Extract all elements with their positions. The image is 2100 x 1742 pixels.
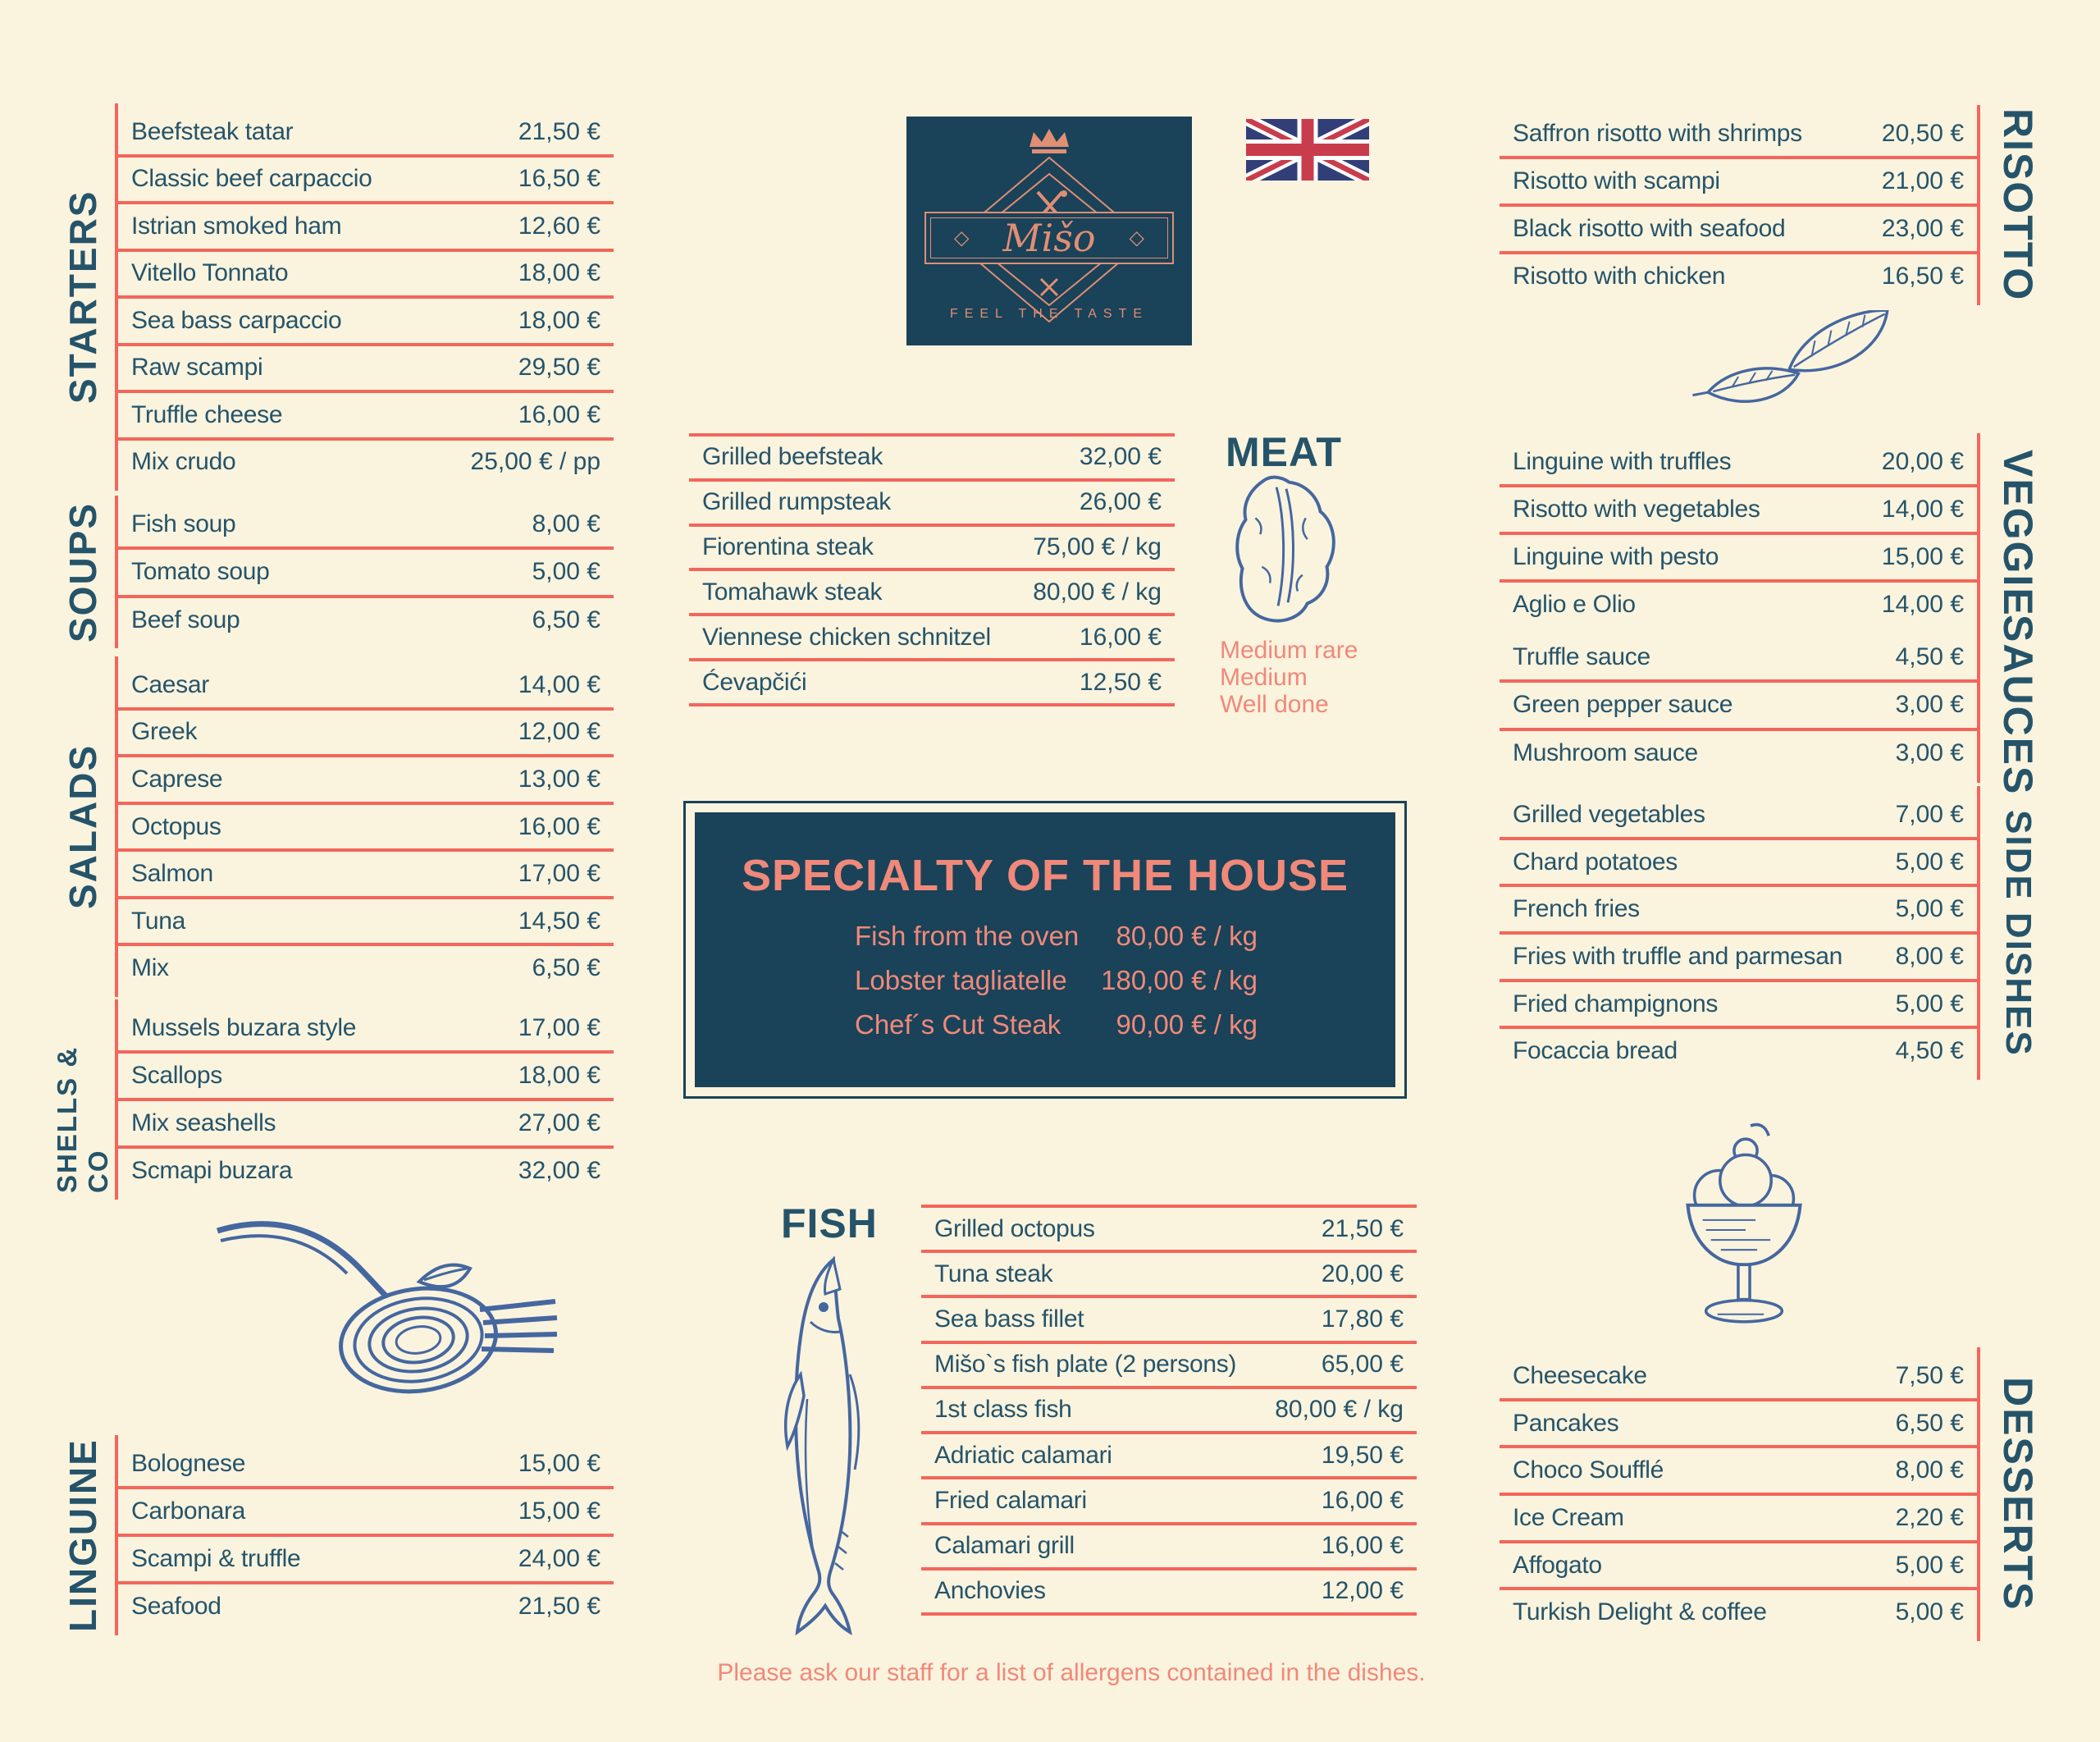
dish-price: 6,50 €: [532, 606, 600, 633]
dish-price: 5,00 €: [1895, 1551, 1964, 1579]
dish-name: Ice Cream: [1513, 1503, 1624, 1531]
dish-price: 8,00 €: [1895, 942, 1964, 970]
dish-price: 3,00 €: [1895, 738, 1964, 766]
dish-price: 5,00 €: [1895, 895, 1964, 923]
meat-section: [689, 433, 1175, 706]
dish-name: Greek: [131, 718, 198, 746]
menu-row: [921, 1208, 1417, 1250]
dish-name: Aglio e Olio: [1513, 591, 1636, 618]
menu-row: [118, 154, 614, 202]
dish-name: Carbonara: [131, 1497, 246, 1525]
dish-name: Fries with truffle and parmesan: [1513, 942, 1842, 970]
dish-price: 65,00 €: [1321, 1351, 1404, 1379]
dish-price: 17,80 €: [1321, 1305, 1404, 1333]
menu-row: [118, 943, 614, 990]
menu-row: [695, 960, 1395, 1001]
dish-price: 14,50 €: [518, 907, 600, 935]
dish-name: Istrian smoked ham: [131, 212, 342, 240]
menu-row: [118, 1145, 614, 1193]
menu-row: [1500, 635, 1977, 679]
menu-row: [118, 1581, 614, 1629]
dish-name: French fries: [1513, 895, 1640, 923]
dish-price: 13,00 €: [518, 765, 600, 793]
menu-row: [1500, 793, 1977, 837]
dish-price: 14,00 €: [1881, 496, 1964, 523]
menu-row: [118, 201, 614, 249]
specialty-title: SPECIALTY OF THE HOUSE: [741, 851, 1349, 900]
dish-name: Truffle sauce: [1513, 643, 1650, 671]
menu-row: [921, 1431, 1417, 1476]
menu-row: [1500, 484, 1977, 532]
menu-row: [689, 478, 1175, 524]
dish-price: 19,50 €: [1321, 1441, 1404, 1469]
desserts-rail: [1977, 1347, 1980, 1641]
dish-name: Salmon: [131, 860, 213, 888]
soups-section: [118, 502, 614, 642]
menu-row: [118, 1098, 614, 1145]
dish-price: 16,50 €: [518, 165, 600, 193]
menu-row: [1500, 979, 1977, 1026]
menu-row: [695, 916, 1395, 957]
dish-name: Chard potatoes: [1513, 848, 1678, 876]
dish-name: Black risotto with seafood: [1513, 215, 1786, 242]
menu-row: [1500, 884, 1977, 931]
menu-row: [118, 295, 614, 343]
dish-name: Bolognese: [131, 1450, 246, 1477]
dish-name: Mišo`s fish plate (2 persons): [934, 1351, 1237, 1379]
dish-name: Scallops: [131, 1062, 222, 1089]
dish-price: 32,00 €: [1079, 443, 1162, 471]
menu-row: [118, 848, 614, 896]
dish-name: Focaccia bread: [1513, 1037, 1678, 1065]
dish-name: Linguine with pesto: [1513, 543, 1719, 570]
specialty-box: [683, 801, 1407, 1099]
dish-price: 80,00 € / kg: [1033, 578, 1162, 606]
logo-banner: [924, 212, 1174, 264]
menu-row: [1500, 1587, 1977, 1635]
restaurant-logo: [906, 117, 1192, 345]
dish-name: Sea bass fillet: [934, 1305, 1084, 1333]
dish-name: Tomahawk steak: [702, 578, 883, 606]
dish-price: 180,00 € / kg: [1101, 965, 1258, 995]
dish-name: Mix: [131, 954, 169, 982]
dish-name: Raw scampi: [131, 354, 263, 382]
dish-name: Caprese: [131, 765, 223, 793]
dish-price: 16,50 €: [1881, 263, 1964, 290]
menu-row: [118, 546, 614, 594]
dish-name: Saffron risotto with shrimps: [1513, 120, 1802, 147]
dish-price: 80,00 € / kg: [1275, 1396, 1404, 1424]
dish-name: Risotto with chicken: [1513, 263, 1726, 290]
logo-name: Mišo: [1002, 216, 1096, 260]
veggie-label: VEGGIE: [1995, 450, 2041, 617]
dish-name: Mussels buzara style: [131, 1014, 357, 1041]
dish-name: Fried calamari: [934, 1486, 1087, 1514]
menu-row: [1500, 679, 1977, 727]
menu-row: [1500, 931, 1977, 979]
salads-section: [118, 663, 614, 990]
menu-row: [118, 1486, 614, 1534]
dish-price: 21,50 €: [518, 1593, 600, 1620]
crown-icon: [1025, 126, 1074, 156]
menu-row: [689, 524, 1175, 569]
dish-name: Seafood: [131, 1593, 221, 1620]
salads-label: SALADS: [62, 743, 104, 910]
dish-price: 5,00 €: [1895, 990, 1964, 1017]
menu-row: [689, 613, 1175, 658]
menu-row: [921, 1567, 1417, 1612]
dish-price: 18,00 €: [518, 1062, 600, 1089]
dish-price: 16,00 €: [1321, 1486, 1404, 1514]
dish-name: Green pepper sauce: [1513, 691, 1733, 719]
dish-name: Pancakes: [1513, 1409, 1619, 1437]
uk-flag-icon: [1246, 119, 1369, 183]
dish-name: Fried champignons: [1513, 990, 1719, 1017]
dish-price: 15,00 €: [518, 1497, 600, 1525]
menu-row: [1500, 837, 1977, 885]
linguine-section: [118, 1442, 614, 1629]
dish-price: 75,00 € / kg: [1033, 533, 1162, 561]
menu-row: [921, 1295, 1417, 1340]
dish-price: 7,00 €: [1895, 800, 1964, 828]
dish-price: 21,00 €: [1881, 167, 1964, 194]
fish-icon: [761, 1251, 892, 1645]
specialty-items: [695, 916, 1395, 1045]
menu-row: [921, 1522, 1417, 1567]
logo-tagline: FEEL THE TASTE: [949, 307, 1149, 321]
side-dishes-rail: [1977, 786, 1980, 1080]
dish-name: Risotto with scampi: [1513, 167, 1720, 194]
dish-name: Turkish Delight & coffee: [1513, 1598, 1767, 1626]
dish-price: 25,00 € / pp: [470, 448, 600, 476]
dish-name: Ćevapčići: [702, 668, 807, 696]
dish-price: 14,00 €: [1881, 591, 1964, 618]
dish-price: 18,00 €: [518, 306, 600, 334]
menu-row: [1500, 1493, 1977, 1540]
menu-row: [689, 658, 1175, 703]
menu-row: [118, 502, 614, 546]
side-dishes-label: SIDE DISHES: [1998, 809, 2038, 1057]
dish-price: 80,00 € / kg: [1116, 921, 1258, 951]
dish-price: 5,00 €: [532, 558, 600, 586]
dish-price: 12,00 €: [518, 718, 600, 746]
dish-price: 21,50 €: [518, 117, 600, 145]
menu-row: [118, 595, 614, 642]
dish-price: 12,50 €: [1079, 668, 1162, 696]
sauces-section: [1500, 635, 1977, 775]
shells-label: SHELLS & CO: [52, 1045, 113, 1193]
dish-name: Mix seashells: [131, 1109, 276, 1136]
risotto-section: [1500, 112, 1977, 299]
dish-name: Calamari grill: [934, 1532, 1075, 1560]
menu-row: [921, 1341, 1417, 1386]
dish-price: 6,50 €: [532, 954, 600, 982]
dish-price: 17,00 €: [518, 1014, 600, 1041]
dish-price: 4,50 €: [1895, 643, 1964, 671]
dish-price: 16,00 €: [1079, 623, 1162, 651]
dish-price: 6,50 €: [1895, 1409, 1964, 1437]
dish-name: Chef´s Cut Steak: [855, 1009, 1061, 1040]
risotto-rail: [1977, 105, 1980, 305]
menu-row: [1500, 1354, 1977, 1398]
dish-name: Linguine with truffles: [1513, 448, 1732, 475]
dish-price: 17,00 €: [518, 860, 600, 888]
menu-row: [921, 1250, 1417, 1295]
linguine-label: LINGUINE: [62, 1438, 104, 1632]
menu-row: [1500, 1026, 1977, 1073]
menu-row: [1500, 1398, 1977, 1446]
dish-name: Tomato soup: [131, 558, 270, 586]
menu-row: [118, 1050, 614, 1098]
dish-price: 5,00 €: [1895, 1598, 1964, 1626]
menu-row: [118, 1534, 614, 1581]
dish-price: 8,00 €: [1895, 1456, 1964, 1484]
fish-label: FISH: [781, 1200, 878, 1246]
dish-name: Cheesecake: [1513, 1361, 1647, 1389]
menu-row: [1500, 579, 1977, 627]
desserts-section: [1500, 1354, 1977, 1635]
dish-name: Anchovies: [934, 1577, 1046, 1605]
dish-name: Tuna steak: [934, 1260, 1053, 1287]
menu-row: [118, 343, 614, 391]
menu-row: [1500, 440, 1977, 484]
dish-name: Fish soup: [131, 510, 236, 538]
ice-cream-icon: [1675, 1118, 1813, 1341]
fish-section: [921, 1205, 1417, 1616]
menu-row: [1500, 532, 1977, 579]
dish-price: 90,00 € / kg: [1116, 1009, 1258, 1040]
fork-spaghetti-icon: [209, 1213, 562, 1426]
dish-name: Grilled octopus: [934, 1214, 1095, 1242]
menu-row: [118, 707, 614, 755]
menu-row: [118, 1442, 614, 1486]
leaves-icon: [1688, 310, 1911, 423]
dish-price: 23,00 €: [1881, 215, 1964, 242]
dish-price: 14,00 €: [518, 670, 600, 698]
allergen-note: Please ask our staff for a list of allergens contained in the dishes.: [717, 1659, 1426, 1686]
dish-price: 20,50 €: [1881, 120, 1964, 147]
dish-price: 5,00 €: [1895, 848, 1964, 876]
desserts-label: DESSERTS: [1995, 1377, 2041, 1612]
dish-name: Risotto with vegetables: [1513, 496, 1760, 523]
menu-row: [1500, 156, 1977, 203]
menu-row: [118, 249, 614, 296]
menu-row: [689, 568, 1175, 613]
dish-name: Adriatic calamari: [934, 1441, 1112, 1469]
dish-price: 21,50 €: [1321, 1214, 1404, 1242]
dish-name: Scmapi buzara: [131, 1157, 293, 1184]
doneness-option: Medium: [1220, 664, 1308, 691]
meat-label: MEAT: [1226, 429, 1342, 475]
dish-price: 3,00 €: [1895, 691, 1964, 719]
veggie-section: [1500, 440, 1977, 627]
menu-row: [1500, 203, 1977, 251]
dish-name: Grilled rumpsteak: [702, 488, 891, 516]
starters-section: [118, 110, 614, 484]
menu-row: [1500, 1445, 1977, 1493]
menu-row: [689, 437, 1175, 478]
dish-price: 12,60 €: [518, 212, 600, 240]
menu-row: [118, 663, 614, 707]
doneness-option: Well done: [1220, 691, 1329, 718]
dish-price: 12,00 €: [1321, 1577, 1404, 1605]
menu-row: [1500, 112, 1977, 156]
dish-name: Beef soup: [131, 606, 240, 633]
dish-price: 15,00 €: [518, 1450, 600, 1477]
dish-name: Vitello Tonnato: [131, 259, 289, 287]
menu-row: [1500, 728, 1977, 775]
dish-price: 2,20 €: [1895, 1503, 1964, 1531]
menu-row: [1500, 1540, 1977, 1588]
menu-row: [921, 1386, 1417, 1431]
dish-name: Scampi & truffle: [131, 1545, 301, 1572]
menu-row: [695, 1004, 1395, 1045]
menu-row: [118, 1006, 614, 1050]
dish-name: Classic beef carpaccio: [131, 165, 372, 193]
dish-price: 20,00 €: [1881, 448, 1964, 475]
menu-row: [118, 110, 614, 154]
dish-name: Tuna: [131, 907, 186, 935]
dish-price: 7,50 €: [1895, 1361, 1964, 1389]
side-dishes-section: [1500, 793, 1977, 1073]
soups-label: SOUPS: [62, 501, 104, 643]
sauces-label: SAUCES: [1995, 615, 2041, 796]
dish-price: 32,00 €: [518, 1157, 600, 1184]
dish-name: Mushroom sauce: [1513, 738, 1698, 766]
dish-name: Beefsteak tatar: [131, 117, 294, 145]
diamond-icon: ◇: [1129, 226, 1144, 249]
dish-price: 26,00 €: [1079, 488, 1162, 516]
dish-price: 27,00 €: [518, 1109, 600, 1136]
dish-name: Grilled vegetables: [1513, 800, 1705, 828]
menu-row: [1500, 251, 1977, 299]
dish-price: 4,50 €: [1895, 1037, 1964, 1065]
dish-price: 24,00 €: [518, 1545, 600, 1572]
doneness-option: Medium rare: [1220, 637, 1358, 664]
diamond-icon: ◇: [954, 226, 970, 249]
sauces-rail: [1977, 629, 1980, 783]
dish-name: Affogato: [1513, 1551, 1602, 1579]
menu-row: [118, 896, 614, 944]
dish-name: Choco Soufflé: [1513, 1456, 1664, 1484]
dish-price: 16,00 €: [518, 812, 600, 840]
dish-price: 8,00 €: [532, 510, 600, 538]
dish-name: Truffle cheese: [131, 400, 283, 428]
dish-name: Sea bass carpaccio: [131, 306, 342, 334]
dish-name: 1st class fish: [934, 1396, 1072, 1424]
steak-icon: [1226, 469, 1349, 632]
veggie-rail: [1977, 433, 1980, 633]
dish-price: 16,00 €: [518, 400, 600, 428]
dish-price: 16,00 €: [1321, 1532, 1404, 1560]
starters-label: STARTERS: [62, 190, 104, 405]
dish-name: Mix crudo: [131, 448, 236, 476]
shells-section: [118, 1006, 614, 1193]
dish-name: Grilled beefsteak: [702, 443, 883, 471]
dish-name: Fish from the oven: [855, 921, 1080, 951]
dish-price: 29,50 €: [518, 354, 600, 382]
dish-price: 18,00 €: [518, 259, 600, 287]
menu-row: [118, 437, 614, 485]
dish-name: Lobster tagliatelle: [855, 965, 1067, 995]
risotto-label: RISOTTO: [1995, 108, 2041, 302]
dish-price: 15,00 €: [1881, 543, 1964, 570]
dish-name: Viennese chicken schnitzel: [702, 623, 991, 651]
menu-row: [118, 802, 614, 849]
dish-name: Caesar: [131, 670, 209, 698]
menu-row: [921, 1476, 1417, 1521]
menu-row: [118, 390, 614, 437]
meat-doneness-note: [1220, 637, 1358, 718]
specialty-panel: [695, 812, 1395, 1087]
dish-name: Fiorentina steak: [702, 533, 874, 561]
dish-price: 20,00 €: [1321, 1260, 1404, 1287]
menu-row: [118, 754, 614, 802]
dish-name: Octopus: [131, 812, 221, 840]
